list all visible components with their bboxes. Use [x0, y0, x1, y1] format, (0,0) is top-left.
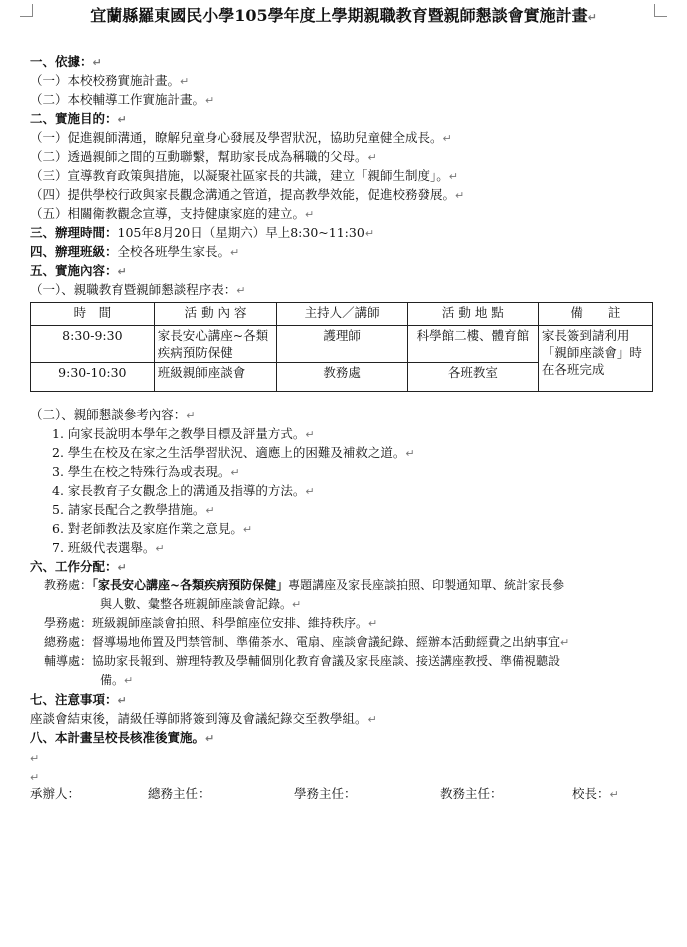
- table-cell-content: 家長安心講座~各類疾病預防保健: [154, 326, 277, 363]
- signature-student-affairs: 學務主任：: [294, 786, 357, 801]
- list-item: （三）宣導教育政策與措施，以凝聚社區家長的共識，建立「親師生制度」。↵: [30, 168, 458, 183]
- signature-principal: 校長：↵: [572, 786, 619, 801]
- list-item: 4. 家長教育子女觀念上的溝通及指導的方法。↵: [52, 483, 315, 498]
- column-header: 時 間: [31, 303, 155, 326]
- list-item: （一）促進親師溝通，瞭解兒童身心發展及學習狀況，協助兒童健全成長。↵: [30, 130, 452, 145]
- table-cell-note: 家長簽到請利用「親師座談會」時在各班完成: [538, 326, 652, 392]
- list-item: （一）本校校務實施計畫。↵: [30, 73, 190, 88]
- section-8-heading: 八、本計畫呈校長核准後實施。↵: [30, 730, 215, 745]
- list-item: （二）透過親師之間的互動聯繫，幫助家長成為稱職的父母。↵: [30, 149, 377, 164]
- list-item: （二）本校輔導工作實施計畫。↵: [30, 92, 215, 107]
- table-row: [31, 326, 653, 363]
- empty-paragraph-mark: ↵: [30, 752, 40, 765]
- signature-handler: 承辦人：: [30, 786, 81, 801]
- column-header: 備 註: [538, 303, 652, 326]
- section-7-heading: 七、注意事項：↵: [30, 692, 127, 707]
- list-item: 1. 向家長說明本學年之教學目標及評量方式。↵: [52, 426, 315, 441]
- list-item: 2. 學生在校及在家之生活學習狀況、適應上的困難及補救之道。↵: [52, 445, 415, 460]
- subheading-discussion: （二）、親師懇談參考內容：↵: [30, 407, 196, 422]
- column-header: 主持人／講師: [277, 303, 407, 326]
- list-item: 3. 學生在校之特殊行為或表現。↵: [52, 464, 240, 479]
- signature-general-affairs: 總務主任：: [148, 786, 211, 801]
- signature-academic-affairs: 教務主任：: [440, 786, 503, 801]
- list-item: （四）提供學校行政與家長觀念溝通之管道，提高教學效能，促進校務發展。↵: [30, 187, 465, 202]
- section-7-text: 座談會結束後，請級任導師將簽到簿及會議紀錄交至教學組。↵: [30, 711, 377, 726]
- section-4: 四、辦理班級：全校各班學生家長。↵: [30, 244, 240, 259]
- section-1-heading: 一、依據：↵: [30, 54, 102, 69]
- table-cell-content: 班級親師座談會: [154, 363, 277, 392]
- duty-counseling-continued: 備。↵: [100, 673, 134, 687]
- column-header: 活 動 地 點: [407, 303, 538, 326]
- list-item: 6. 對老師教法及家庭作業之意見。↵: [52, 521, 253, 536]
- section-6-heading: 六、工作分配：↵: [30, 559, 127, 574]
- empty-paragraph-mark: ↵: [30, 771, 40, 784]
- duty-general-affairs: 總務處：督導場地佈置及門禁管制、準備茶水、電扇、座談會議紀錄、經辦本活動經費之出納事宜↵: [44, 635, 570, 649]
- table-cell-host: 教務處: [277, 363, 407, 392]
- list-item: 7. 班級代表選舉。↵: [52, 540, 165, 555]
- duty-academic: 教務處：「家長安心講座~各類疾病預防保健」專題講座及家長座談拍照、印製通知單、統計家長參: [44, 578, 565, 592]
- document-title: 宜蘭縣羅東國民小學105學年度上學期親職教育暨親師懇談會實施計畫↵: [90, 6, 597, 25]
- table-cell-place: 各班教室: [407, 363, 538, 392]
- subheading-schedule: （一）、親職教育暨親師懇談程序表：↵: [30, 282, 246, 297]
- list-item: （五）相關衛教觀念宣導，支持健康家庭的建立。↵: [30, 206, 315, 221]
- schedule-table: [30, 302, 653, 392]
- section-3: 三、辦理時間：105年8月20日（星期六）早上8:30~11:30↵: [30, 225, 375, 240]
- duty-student-affairs: 學務處：班級親師座談會拍照、科學館座位安排、維持秩序。↵: [44, 616, 378, 630]
- duty-academic-continued: 與人數、彙整各班親師座談會記錄。↵: [100, 597, 302, 611]
- section-5-heading: 五、實施內容：↵: [30, 263, 127, 278]
- table-cell-time: 9:30-10:30: [31, 363, 155, 392]
- column-header: 活 動 內 容: [154, 303, 277, 326]
- duty-counseling: 輔導處：協助家長報到、辦理特教及學輔個別化教育會議及家長座談、接送講座教授、準備視聽設: [44, 654, 561, 668]
- table-header-row: [31, 303, 653, 326]
- section-2-heading: 二、實施目的：↵: [30, 111, 127, 126]
- table-cell-time: 8:30-9:30: [31, 326, 155, 363]
- list-item: 5. 請家長配合之教學措施。↵: [52, 502, 215, 517]
- table-cell-host: 護理師: [277, 326, 407, 363]
- table-cell-place: 科學館二樓、體育館: [407, 326, 538, 363]
